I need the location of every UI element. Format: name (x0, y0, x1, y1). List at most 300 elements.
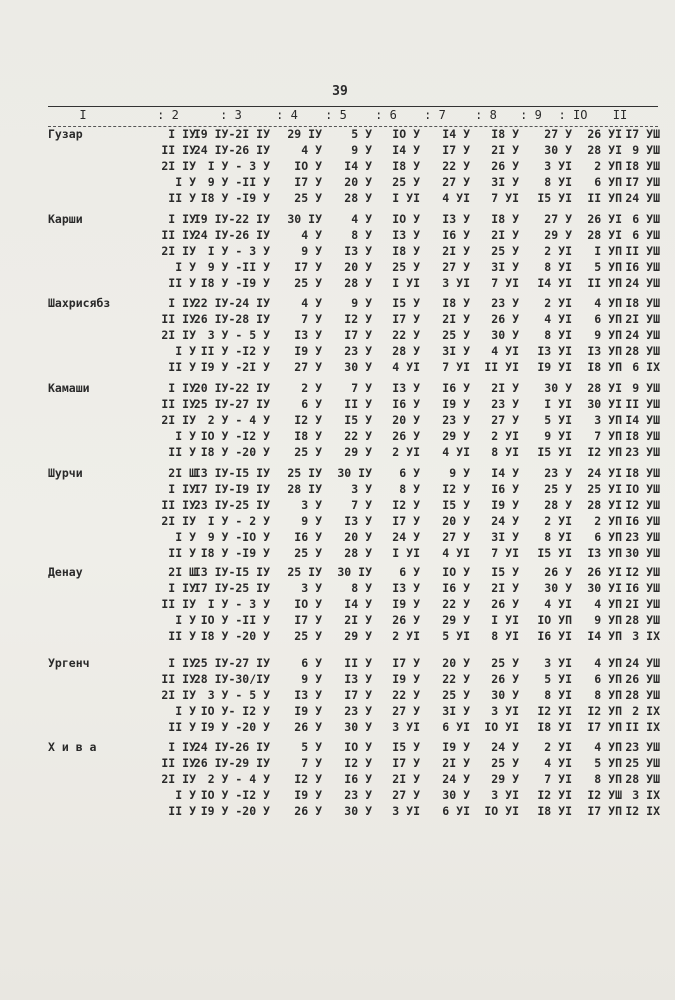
column-header-10: : IO (558, 108, 588, 122)
table-cell: 30 УI (587, 581, 622, 595)
table-cell: 25 У (491, 656, 519, 670)
table-cell: 26 IУ-29 IУ (193, 756, 270, 770)
table-cell: I8 УШ (625, 159, 660, 173)
table-cell: I8 У (392, 244, 420, 258)
table-cell: 3 УI (544, 159, 572, 173)
table-cell: I УI (544, 397, 572, 411)
table-cell: I5 УI (537, 546, 572, 560)
table-cell: 6 У (399, 565, 420, 579)
table-cell: 29 У (491, 772, 519, 786)
table-cell: II У -I2 У (200, 344, 270, 358)
column-header-5: : 5 (325, 108, 347, 122)
table-cell: 24 УI (587, 466, 622, 480)
table-cell: II У (168, 360, 196, 374)
table-cell: I7 У (294, 260, 322, 274)
table-cell: 27 У (544, 127, 572, 141)
city-name: Шурчи (48, 466, 83, 480)
table-cell: 22 У (344, 429, 372, 443)
table-cell: 6 УП (594, 530, 622, 544)
table-cell: 26 У (491, 597, 519, 611)
table-cell: I9 УI (537, 360, 572, 374)
table-cell: II IУ (161, 228, 196, 242)
table-cell: I6 У (344, 772, 372, 786)
table-cell: 25 У (294, 276, 322, 290)
table-cell: IO УI (484, 804, 519, 818)
table-cell: 20 У (344, 175, 372, 189)
city-name: Денау (48, 565, 83, 579)
table-cell: 5 УI (544, 413, 572, 427)
table-cell: 4 УI (442, 546, 470, 560)
table-cell: I3 У (392, 581, 420, 595)
table-cell: 5 У (351, 127, 372, 141)
table-cell: I9 У (442, 740, 470, 754)
table-cell: 2I IУ (161, 328, 196, 342)
table-cell: 2I IУ (161, 244, 196, 258)
table-cell: 8 У (351, 228, 372, 242)
table-cell: 2I IУ (161, 688, 196, 702)
table-cell: I IУ (168, 581, 196, 595)
column-header-2: : 2 (157, 108, 179, 122)
table-cell: I У (175, 704, 196, 718)
table-cell: 2 У - 4 У (207, 772, 270, 786)
table-cell: 3I У (442, 344, 470, 358)
table-cell: I7 УП (587, 804, 622, 818)
table-cell: 24 УШ (625, 656, 660, 670)
column-header-7: : 7 (424, 108, 446, 122)
table-cell: I8 У -I9 У (200, 276, 270, 290)
table-cell: 6 УШ (632, 212, 660, 226)
table-cell: 7 У (301, 756, 322, 770)
table-cell: 27 У (392, 788, 420, 802)
table-cell: II IУ (161, 597, 196, 611)
table-cell: 9 У (301, 244, 322, 258)
table-cell: 5 УП (594, 756, 622, 770)
table-cell: I6 У (442, 581, 470, 595)
table-cell: I У - 3 У (207, 159, 270, 173)
table-cell: 28 УШ (625, 688, 660, 702)
table-cell: I9 У (294, 344, 322, 358)
table-cell: 23 УШ (625, 530, 660, 544)
table-cell: 30 УI (587, 397, 622, 411)
table-cell: 4 УI (442, 191, 470, 205)
table-cell: 3 УI (491, 788, 519, 802)
table-cell: 9 У (449, 466, 470, 480)
table-cell: 27 У (294, 360, 322, 374)
column-header-4: : 4 (276, 108, 298, 122)
table-cell: I2 УШ (625, 498, 660, 512)
table-cell: 30 IУ (337, 565, 372, 579)
table-cell: IO УI (484, 720, 519, 734)
table-cell: 27 У (442, 260, 470, 274)
table-cell: 9 У -II У (207, 175, 270, 189)
table-cell: 5 У (301, 740, 322, 754)
table-cell: I6 УШ (625, 260, 660, 274)
table-cell: 6 УI (442, 720, 470, 734)
table-cell: 23 У (344, 704, 372, 718)
table-cell: 7 У (301, 312, 322, 326)
table-cell: I7 УШ (625, 175, 660, 189)
table-cell: 24 У (442, 772, 470, 786)
table-cell: 3I У (491, 175, 519, 189)
table-cell: 26 У (392, 613, 420, 627)
table-cell: I У - 3 У (207, 597, 270, 611)
table-cell: 23 У (544, 466, 572, 480)
table-cell: I9 У -2I У (200, 360, 270, 374)
table-cell: I8 У (294, 429, 322, 443)
table-cell: 4 УП (594, 656, 622, 670)
table-cell: 20 IУ-22 IУ (193, 381, 270, 395)
table-cell: 25 IУ (287, 466, 322, 480)
table-cell: 4 УI (392, 360, 420, 374)
table-cell: 23 У (344, 344, 372, 358)
city-name: Ургенч (48, 656, 90, 670)
table-cell: 23 УШ (625, 445, 660, 459)
table-cell: 30 У (491, 328, 519, 342)
table-cell: II IХ (625, 720, 660, 734)
table-cell: I7 У (294, 613, 322, 627)
table-cell: 3 УI (442, 276, 470, 290)
table-cell: 6 УП (594, 312, 622, 326)
table-cell: 24 IУ-26 IУ (193, 143, 270, 157)
table-cell: 8 УI (544, 328, 572, 342)
table-cell: IO У (294, 597, 322, 611)
table-cell: 25 IУ (287, 565, 322, 579)
table-cell: I УI (392, 546, 420, 560)
table-cell: 2I УШ (625, 597, 660, 611)
table-cell: 2I IУ (161, 413, 196, 427)
table-cell: I8 У -I9 У (200, 546, 270, 560)
table-cell: I7 У (442, 143, 470, 157)
table-cell: 26 У (491, 159, 519, 173)
table-cell: 8 У (351, 581, 372, 595)
table-cell: I3 У (392, 381, 420, 395)
table-cell: 22 IУ-24 IУ (193, 296, 270, 310)
table-cell: 9 УШ (632, 381, 660, 395)
table-cell: I У - 3 У (207, 244, 270, 258)
table-cell: 25 УШ (625, 756, 660, 770)
table-cell: I9 IУ-22 IУ (193, 212, 270, 226)
table-cell: I6 УШ (625, 514, 660, 528)
table-cell: I IУ (168, 740, 196, 754)
table-cell: 25 У (491, 244, 519, 258)
table-cell: 28 У (344, 191, 372, 205)
table-cell: II УШ (625, 397, 660, 411)
table-cell: I9 У (392, 672, 420, 686)
table-cell: 9 У -IO У (207, 530, 270, 544)
table-cell: 6 УП (594, 672, 622, 686)
table-cell: II IУ (161, 498, 196, 512)
table-cell: 2 УI (544, 514, 572, 528)
table-cell: I6 УI (537, 629, 572, 643)
table-cell: 26 УI (587, 565, 622, 579)
table-cell: II У (168, 804, 196, 818)
table-cell: 2 УI (544, 296, 572, 310)
table-cell: I8 УШ (625, 296, 660, 310)
table-cell: 30 IУ (337, 466, 372, 480)
table-cell: 3 У (301, 581, 322, 595)
table-cell: 29 IУ (287, 127, 322, 141)
table-cell: I8 У (442, 296, 470, 310)
table-cell: I9 У -20 У (200, 720, 270, 734)
table-cell: 22 У (392, 688, 420, 702)
table-cell: 8 УП (594, 688, 622, 702)
table-cell: I9 IУ-2I IУ (193, 127, 270, 141)
table-cell: I4 У (392, 143, 420, 157)
table-cell: I8 УП (587, 360, 622, 374)
table-cell: I УI (392, 276, 420, 290)
table-cell: I7 У (392, 514, 420, 528)
table-cell: 30 IУ (287, 212, 322, 226)
table-cell: 7 У (351, 498, 372, 512)
table-cell: 2I УШ (625, 312, 660, 326)
table-cell: 9 У (351, 296, 372, 310)
table-cell: I6 У (294, 530, 322, 544)
table-cell: I2 У (294, 772, 322, 786)
table-cell: 30 УШ (625, 546, 660, 560)
table-cell: 2 IХ (632, 704, 660, 718)
table-cell: 22 У (442, 597, 470, 611)
table-cell: 30 У (442, 788, 470, 802)
column-header-9: : 9 (520, 108, 542, 122)
table-cell: I7 У (392, 756, 420, 770)
table-cell: 3 У - 5 У (207, 688, 270, 702)
table-cell: I3 У (344, 672, 372, 686)
table-cell: I4 УI (537, 276, 572, 290)
table-cell: II УI (484, 360, 519, 374)
table-cell: I2 У (392, 498, 420, 512)
table-cell: I7 УШ (625, 127, 660, 141)
table-cell: 4 УП (594, 296, 622, 310)
table-cell: 26 УI (587, 212, 622, 226)
table-cell: 2 УП (594, 514, 622, 528)
city-name: Шахрисябз (48, 296, 111, 310)
table-cell: 4 УI (544, 312, 572, 326)
table-cell: I У (175, 260, 196, 274)
table-cell: 24 УШ (625, 276, 660, 290)
table-cell: 24 У (491, 514, 519, 528)
table-cell: I8 У -I9 У (200, 191, 270, 205)
table-cell: 6 У (301, 397, 322, 411)
table-cell: 8 УI (544, 260, 572, 274)
table-cell: 6 УI (442, 804, 470, 818)
table-cell: I3 УП (587, 344, 622, 358)
table-cell: 2I У (491, 228, 519, 242)
table-cell: 24 У (392, 530, 420, 544)
table-cell: II У (168, 546, 196, 560)
table-cell: 26 УI (587, 127, 622, 141)
table-cell: 24 УШ (625, 328, 660, 342)
table-cell: 6 IХ (632, 360, 660, 374)
table-cell: 26 У (392, 429, 420, 443)
table-cell: 8 УП (594, 772, 622, 786)
table-cell: I4 УП (587, 629, 622, 643)
table-cell: 20 У (344, 530, 372, 544)
table-cell: 28 У (544, 498, 572, 512)
table-cell: I3 IУ-I5 IУ (193, 565, 270, 579)
table-cell: I4 У (442, 127, 470, 141)
table-cell: II УП (587, 191, 622, 205)
table-cell: 30 У (344, 804, 372, 818)
city-name: Х и в а (48, 740, 97, 754)
table-cell: 3 У (301, 498, 322, 512)
table-cell: 20 У (442, 514, 470, 528)
table-cell: 3 У (351, 482, 372, 496)
table-cell: 9 УI (544, 429, 572, 443)
table-cell: 5 УI (442, 629, 470, 643)
table-cell: I3 У (294, 688, 322, 702)
table-cell: II У (344, 656, 372, 670)
table-cell: I2 УI (537, 704, 572, 718)
table-cell: I2 У (294, 413, 322, 427)
table-cell: 2 УП (594, 159, 622, 173)
table-cell: I8 У -20 У (200, 445, 270, 459)
table-cell: 28 УI (587, 381, 622, 395)
table-cell: I9 У -20 У (200, 804, 270, 818)
table-cell: 7 УI (491, 276, 519, 290)
table-cell: I5 УI (537, 191, 572, 205)
table-cell: 9 УШ (632, 143, 660, 157)
table-cell: 6 У (301, 656, 322, 670)
table-cell: II IУ (161, 756, 196, 770)
table-cell: 27 У (392, 704, 420, 718)
table-cell: I7 У (344, 328, 372, 342)
table-cell: 25 У (392, 175, 420, 189)
table-cell: I У (175, 788, 196, 802)
table-cell: 30 У (344, 720, 372, 734)
table-cell: 9 УП (594, 613, 622, 627)
table-cell: 2I У (442, 756, 470, 770)
table-cell: 23 У (491, 296, 519, 310)
table-cell: I4 У (344, 159, 372, 173)
table-cell: 9 У (301, 514, 322, 528)
table-cell: 24 УШ (625, 191, 660, 205)
table-cell: 7 У (351, 381, 372, 395)
table-cell: I6 У (491, 482, 519, 496)
table-cell: I5 У (442, 498, 470, 512)
table-cell: 2I У (442, 244, 470, 258)
table-cell: 3 УI (392, 804, 420, 818)
table-cell: 2I У (491, 143, 519, 157)
table-cell: 28 УШ (625, 772, 660, 786)
table-cell: 3 УI (392, 720, 420, 734)
table-cell: II У (168, 276, 196, 290)
column-header-1: I (79, 108, 87, 122)
table-cell: 20 У (344, 260, 372, 274)
table-cell: 8 У (399, 482, 420, 496)
table-cell: 4 УI (544, 756, 572, 770)
table-cell: 3I У (442, 704, 470, 718)
table-cell: 27 У (491, 413, 519, 427)
table-cell: IO У (392, 212, 420, 226)
table-cell: 4 УI (442, 445, 470, 459)
table-cell: 26 У (491, 672, 519, 686)
table-cell: 7 УI (544, 772, 572, 786)
table-cell: I9 У (392, 597, 420, 611)
table-cell: I IУ (168, 296, 196, 310)
table-cell: 8 УI (544, 175, 572, 189)
table-cell: 9 У -II У (207, 260, 270, 274)
table-cell: 9 У (351, 143, 372, 157)
table-cell: 29 У (344, 629, 372, 643)
table-cell: IO У -II У (200, 613, 270, 627)
table-cell: I9 У (491, 498, 519, 512)
table-cell: II IУ (161, 672, 196, 686)
table-cell: I8 УI (537, 804, 572, 818)
table-cell: 2I У (491, 381, 519, 395)
table-cell: I9 У (294, 704, 322, 718)
city-name: Карши (48, 212, 83, 226)
table-cell: 7 УI (442, 360, 470, 374)
table-cell: 28 IУ (287, 482, 322, 496)
table-cell: I У (175, 344, 196, 358)
table-cell: 2I У (491, 581, 519, 595)
table-cell: I УП (594, 244, 622, 258)
table-cell: II У (168, 720, 196, 734)
table-cell: 20 У (392, 413, 420, 427)
table-cell: 3I У (491, 530, 519, 544)
table-cell: II У (168, 191, 196, 205)
table-cell: I5 У (344, 413, 372, 427)
table-cell: 2I IУ (161, 159, 196, 173)
table-cell: 2 У - 4 У (207, 413, 270, 427)
table-cell: I6 У (442, 381, 470, 395)
table-cell: 2I У (392, 772, 420, 786)
column-header-3: : 3 (220, 108, 242, 122)
table-cell: II УП (587, 276, 622, 290)
table-cell: I4 У (491, 466, 519, 480)
table-cell: 2 УI (491, 429, 519, 443)
table-cell: I IУ (168, 127, 196, 141)
table-cell: 5 УП (594, 260, 622, 274)
table-cell: I3 УП (587, 546, 622, 560)
table-cell: I8 У (392, 159, 420, 173)
table-cell: I7 IУ-25 IУ (193, 581, 270, 595)
table-cell: 8 УI (544, 530, 572, 544)
table-cell: 9 УП (594, 328, 622, 342)
city-name: Камаши (48, 381, 90, 395)
table-cell: I2 УП (587, 704, 622, 718)
table-cell: 25 У (442, 328, 470, 342)
table-cell: 25 У (442, 688, 470, 702)
table-cell: 3 УП (594, 413, 622, 427)
table-cell: 3 У - 5 У (207, 328, 270, 342)
table-cell: 25 У (392, 260, 420, 274)
table-cell: 26 У (544, 565, 572, 579)
table-cell: I IУ (168, 381, 196, 395)
table-cell: I УI (392, 191, 420, 205)
table-cell: I9 У (442, 397, 470, 411)
table-cell: 2I У (442, 312, 470, 326)
table-cell: I7 У (392, 656, 420, 670)
table-cell: 26 У (294, 720, 322, 734)
table-cell: 4 УI (491, 344, 519, 358)
table-cell: 29 У (544, 228, 572, 242)
table-cell: 6 У (399, 466, 420, 480)
table-cell: 23 У (491, 397, 519, 411)
table-cell: 4 У (301, 228, 322, 242)
table-cell: I IУ (168, 482, 196, 496)
table-cell: 22 У (442, 672, 470, 686)
table-cell: I У - 2 У (207, 514, 270, 528)
table-cell: I3 У (344, 244, 372, 258)
table-cell: 29 У (442, 613, 470, 627)
table-cell: 2 У (301, 381, 322, 395)
table-cell: 29 У (344, 445, 372, 459)
table-cell: 30 У (344, 360, 372, 374)
table-cell: 27 У (442, 530, 470, 544)
table-cell: 29 У (442, 429, 470, 443)
table-cell: 5 УI (544, 672, 572, 686)
